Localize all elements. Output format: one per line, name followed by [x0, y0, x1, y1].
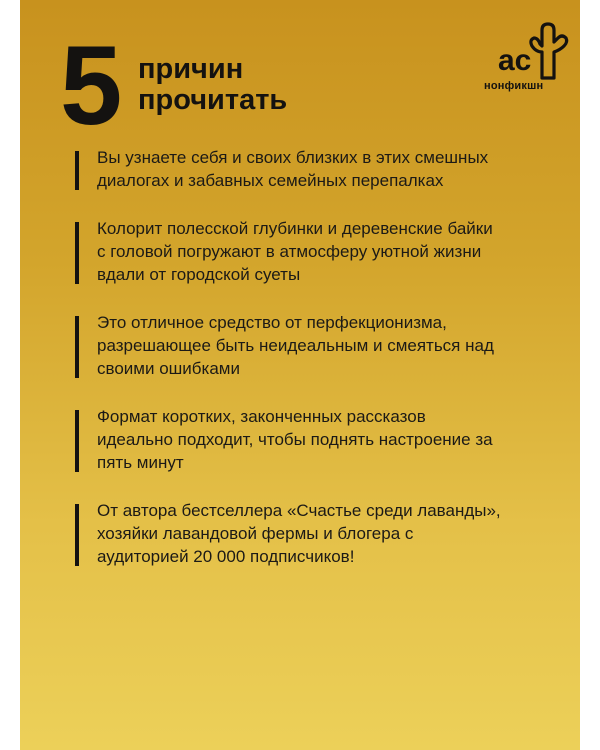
list-item	[75, 499, 555, 568]
list-item	[75, 217, 555, 286]
bullet-bar	[75, 222, 79, 284]
reason-text: От автора бестселлера «Счастье среди лаванды», хозяйки лавандовой фермы и блогера с аудиторией 20 000 подписчиков!	[97, 501, 501, 566]
bullet-bar	[75, 151, 79, 190]
logo-caption: нонфикшн	[484, 80, 544, 92]
bullet-bar	[75, 504, 79, 566]
title-line-2: прочитать	[138, 84, 288, 116]
reason-count: 5	[60, 23, 121, 148]
list-item	[75, 146, 555, 192]
logo-mark: ас	[498, 44, 532, 77]
bullet-bar	[75, 316, 79, 378]
publisher-logo	[484, 22, 570, 102]
reason-text: Это отличное средство от перфекционизма, разрешающее быть неидеальным и смеяться над своими ошибками	[97, 313, 494, 378]
title-line-1: причин	[138, 53, 244, 85]
reason-text: Вы узнаете себя и своих близких в этих смешных диалогах и забавных семейных перепалках	[97, 148, 489, 190]
cactus-icon	[484, 22, 570, 82]
reason-text: Колорит полесской глубинки и деревенские байки с головой погружают в атмосферу уютной жизни вдали от городской суеты	[97, 219, 493, 284]
list-item	[75, 405, 555, 474]
page-title	[138, 54, 287, 116]
list-item	[75, 311, 555, 380]
reasons-list	[75, 146, 555, 593]
reason-text: Формат коротких, законченных рассказов идеально подходит, чтобы поднять настроение за пять минут	[97, 407, 493, 472]
promo-card	[20, 0, 580, 750]
bullet-bar	[75, 410, 79, 472]
